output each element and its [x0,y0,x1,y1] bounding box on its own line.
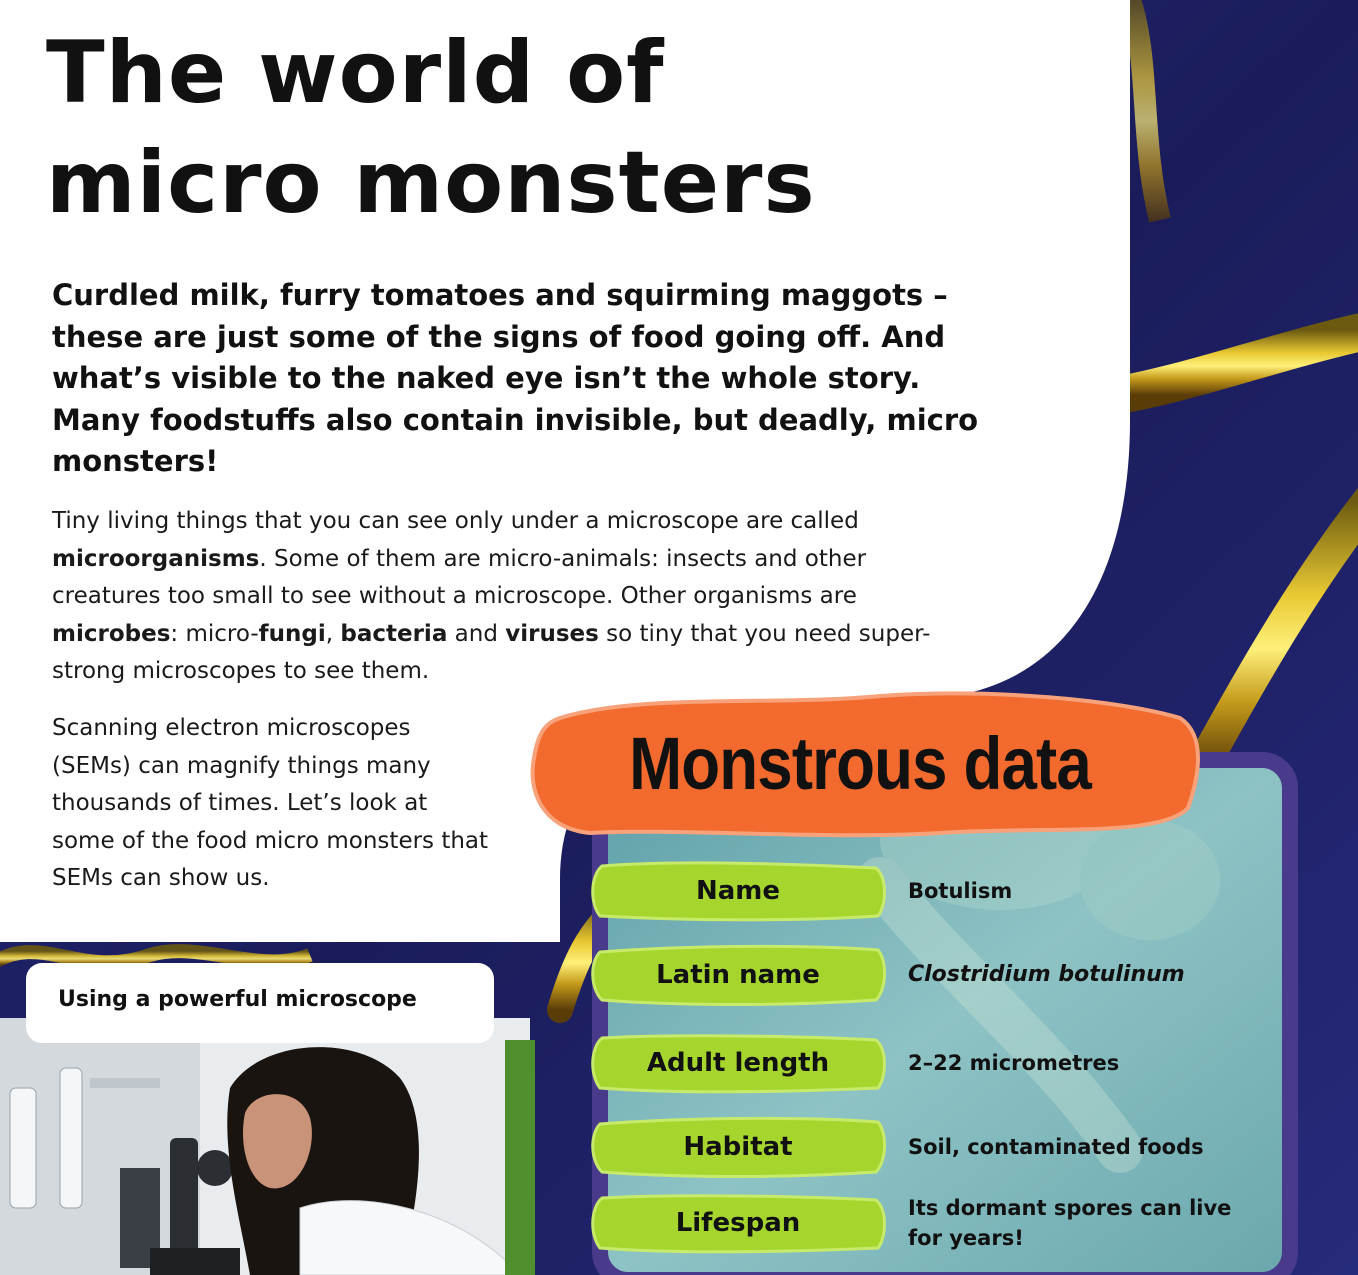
term-viruses: viruses [505,620,599,647]
photo-caption: Using a powerful microscope [26,963,494,1043]
data-label-lifespan: Lifespan [675,1208,801,1238]
term-microbes: microbes [52,620,171,647]
term-microorganisms: microorganisms [52,545,260,572]
sem-paragraph: Scanning electron microscopes (SEMs) can magnify things many thousands of times. Let’s look at some of the food micro monsters that SEMs can show us. [52,715,489,891]
data-row-lifespan [588,1192,1248,1254]
data-value-latin-name: Clostridium botulinum [908,962,1185,987]
term-bacteria: bacteria [340,620,448,647]
data-label-name: Name [695,876,781,906]
data-label-adult-length: Adult length [646,1048,830,1078]
data-row-latin-name [588,944,1248,1006]
data-row-name [588,860,1248,922]
data-row-habitat [588,1116,1248,1178]
data-label-latin-name: Latin name [656,960,820,990]
title-line-2: micro monsters [46,133,816,233]
term-fungi: fungi [258,620,326,647]
data-value-lifespan: Its dormant spores can live for years! [908,1196,1232,1250]
microorganisms-paragraph: Tiny living things that you can see only under a microscope are called microorganisms. Some of them are micro-animals: insects and other creatures too small to see without a microscope. Other organisms are microbes: micro-fungi, bacteria and viruses so tiny that you need super-strong microscopes to see them. [52,508,931,684]
data-label-habitat: Habitat [683,1132,793,1162]
data-row-adult-length [588,1032,1248,1094]
data-heading-text: Monstrous data [629,721,1091,805]
data-panel-heading [520,688,1200,838]
page-title [46,18,816,238]
data-value-habitat: Soil, contaminated foods [908,1135,1204,1159]
scientist-photo [0,1018,530,1275]
intro-paragraph: Curdled milk, furry tomatoes and squirming maggots – these are just some of the signs of food going off. And what’s visible to the naked eye isn’t the whole story. Many foodstuffs also contain invisible, but deadly, micro monsters! [52,278,979,478]
data-value-adult-length: 2–22 micrometres [908,1051,1120,1075]
data-value-name: Botulism [908,879,1013,903]
title-line-1: The world of [46,23,665,123]
